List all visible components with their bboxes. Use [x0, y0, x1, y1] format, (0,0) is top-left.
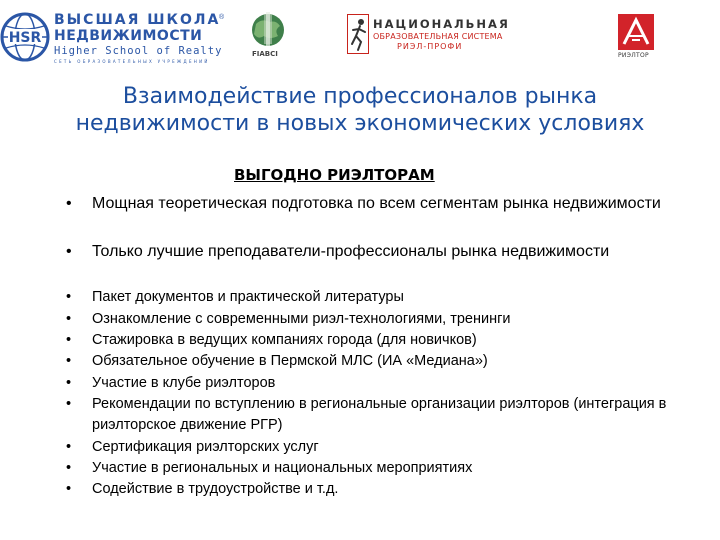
hsr-mark-text: HSR [8, 30, 42, 46]
list-item: • Рекомендации по вступлению в региональные организации риэлторов (интеграция в риэлторское движение РГР) [92, 394, 672, 437]
hsr-logo-line2: НЕДВИЖИМОСТИ [54, 28, 203, 44]
hsr-logo-line3: Higher School of Realty [54, 45, 223, 57]
registered-mark: ® [219, 14, 225, 21]
section-heading: ВЫГОДНО РИЭЛТОРАМ [234, 166, 435, 184]
hsr-logo-line1: ВЫСШАЯ ШКОЛА [54, 12, 221, 28]
page-title-line1: Взаимодействие профессионалов рынка [122, 84, 598, 109]
nes-logo-line1: НАЦИОНАЛЬНАЯ [373, 17, 510, 31]
hsr-logo-line4: СЕТЬ ОБРАЗОВАТЕЛЬНЫХ УЧРЕЖДЕНИЙ [54, 59, 210, 64]
page-title-line2: недвижимости в новых экономических условиях [75, 111, 645, 136]
list-item: • Мощная теоретическая подготовка по всем сегментам рынка недвижимости [92, 193, 672, 214]
list-item: • Стажировка в ведущих компаниях города (для новичков) [92, 330, 672, 351]
list-item: • Содействие в трудоустройстве и т.д. [92, 479, 672, 500]
list-item: • Ознакомление с современными риэл-технологиями, тренинги [92, 309, 672, 330]
list-item: • Участие в региональных и национальных мероприятиях [92, 458, 672, 479]
list-item: • Обязательное обучение в Пермской МЛС (ИА «Медиана») [92, 351, 672, 372]
realtor-label: РИЭЛТОР [618, 52, 649, 59]
nes-logo-line3: РИЭЛ-ПРОФИ [397, 42, 463, 51]
list-item: • Участие в клубе риэлторов [92, 373, 672, 394]
fiabci-label: FIABCI [252, 50, 278, 58]
list-item: • Пакет документов и практической литературы [92, 287, 672, 308]
list-item: • Сертификация риэлторских услуг [92, 437, 672, 458]
nes-logo-line2: ОБРАЗОВАТЕЛЬНАЯ СИСТЕМА [373, 32, 503, 41]
list-item: • Только лучшие преподаватели-профессионалы рынка недвижимости [92, 241, 672, 262]
